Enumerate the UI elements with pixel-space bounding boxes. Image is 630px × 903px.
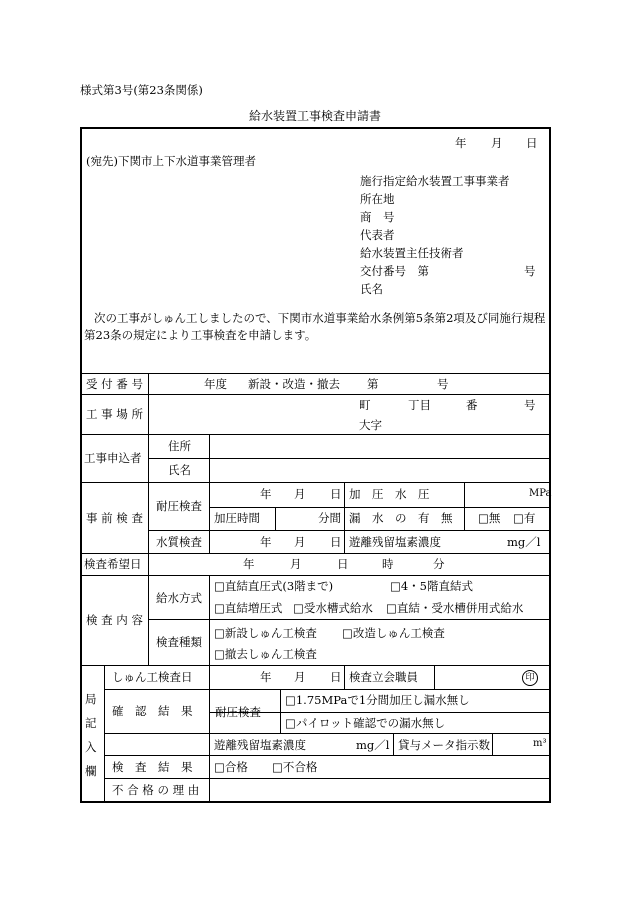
applicant-address-label: 住所 [168, 439, 191, 453]
row-line [104, 733, 551, 734]
supply-direct-checkbox[interactable]: □直結直圧式(3階まで) [214, 579, 334, 593]
type-modify-checkbox[interactable]: □改造しゅん工検査 [342, 626, 445, 640]
col-line [434, 665, 435, 689]
office-pressure-test-label: 耐圧検査 [215, 705, 261, 719]
confirm-result-label: 確 認 結 果 [112, 704, 193, 718]
supply-booster-checkbox[interactable]: □直結増圧式 [214, 601, 283, 615]
pilot-pass-checkbox[interactable]: □パイロット確認での漏水無し [285, 716, 446, 730]
desired-hour: 時 [382, 557, 394, 571]
supply-tank-checkbox[interactable]: □受水槽式給水 [293, 601, 373, 615]
supply-combined-checkbox[interactable]: □直結・受水槽併用式給水 [386, 601, 524, 615]
col-line [393, 733, 394, 755]
receipt-label: 受 付 番 号 [86, 377, 143, 391]
application-form [80, 127, 551, 803]
col-line [209, 575, 210, 665]
pre-day: 日 [330, 487, 342, 501]
row-line [104, 755, 551, 756]
border-right [549, 127, 551, 803]
meter-reading-label: 貸与メータ指示数 [398, 738, 490, 752]
applicant-name-label: 氏名 [168, 463, 191, 477]
completion-month: 月 [294, 670, 306, 684]
type-remove-checkbox[interactable]: □撤去しゅん工検査 [214, 647, 317, 661]
site-cho: 町 [359, 398, 371, 412]
pre-inspection-label: 事 前 検 査 [86, 511, 143, 525]
leak-none-checkbox[interactable]: □無 [478, 511, 501, 525]
row-line [104, 689, 551, 690]
col-line [209, 665, 210, 801]
border-left [80, 127, 82, 803]
license-go: 号 [524, 264, 536, 278]
applicant-line: 氏名 [360, 282, 383, 296]
site-chome: 丁目 [408, 398, 431, 412]
pressure-unit: MPa [529, 488, 552, 499]
col-line [344, 665, 345, 689]
col-line [275, 507, 276, 530]
desired-month: 月 [290, 557, 302, 571]
receipt-dai: 第 [367, 377, 379, 391]
water-quality-label: 水質検査 [156, 535, 202, 549]
site-go: 号 [524, 398, 536, 412]
result-fail-checkbox[interactable]: □不合格 [272, 760, 318, 774]
receipt-nendo: 年度 [204, 377, 227, 391]
form-title: 給水装置工事検査申請書 [249, 109, 382, 123]
type-new-checkbox[interactable]: □新設しゅん工検査 [214, 626, 317, 640]
col-line [209, 434, 210, 553]
completion-day: 日 [330, 670, 342, 684]
pressure-minutes: 分間 [318, 511, 341, 525]
date-year: 年 [455, 136, 467, 150]
col-line [464, 482, 465, 530]
applicant-line: 給水装置主任技術者 [360, 246, 464, 260]
row-line [80, 434, 551, 435]
wq-month: 月 [294, 535, 306, 549]
site-ban: 番 [466, 398, 478, 412]
site-aza: 大字 [359, 418, 382, 432]
office-chlorine-unit: mg／l [356, 738, 390, 752]
applicant-line: 商 号 [360, 210, 395, 224]
fail-reason-label: 不 合 格 の 理 由 [112, 783, 200, 797]
receipt-types: 新設・改造・撤去 [248, 377, 340, 391]
applicant-label: 工事申込者 [84, 451, 142, 465]
col-line [492, 733, 493, 755]
receipt-go: 号 [437, 377, 449, 391]
wq-year: 年 [260, 535, 272, 549]
seal-mark: 印 [522, 670, 538, 686]
applicant-line: 施行指定給水装置工事事業者 [360, 174, 510, 188]
row-line [80, 665, 551, 666]
office-side-char: 局 [85, 692, 97, 706]
row-line [209, 507, 551, 508]
col-line [104, 665, 105, 801]
desired-minute: 分 [433, 557, 445, 571]
supply-45-checkbox[interactable]: □4・5階直結式 [390, 579, 473, 593]
col-line [344, 482, 345, 553]
pressure-test-label: 耐圧検査 [156, 499, 202, 513]
inspection-type-label: 検査種類 [156, 635, 202, 649]
row-line [80, 394, 551, 395]
wq-day: 日 [330, 535, 342, 549]
border-bottom [80, 801, 551, 803]
chlorine-unit: mg／l [507, 535, 541, 549]
completion-label: しゅん工検査日 [112, 670, 193, 684]
row-line [80, 482, 551, 483]
desired-year: 年 [243, 557, 255, 571]
result-pass-checkbox[interactable]: □合格 [214, 760, 248, 774]
body-text: 第23条の規定により工事検査を申請します。 [84, 328, 317, 342]
inspection-result-label: 検 査 結 果 [112, 760, 193, 774]
row-line [104, 778, 551, 779]
pressure-value-label: 加 圧 水 圧 [349, 487, 430, 501]
row-line [80, 553, 551, 554]
applicant-line: 交付番号 第 [360, 264, 429, 278]
applicant-line: 代表者 [360, 228, 395, 242]
addressee: (宛先)下関市上下水道事業管理者 [86, 154, 256, 168]
supply-method-label: 給水方式 [156, 591, 202, 605]
desired-day: 日 [337, 557, 349, 571]
row-line [80, 575, 551, 576]
completion-year: 年 [260, 670, 272, 684]
body-text: 次の工事がしゅん工しましたので、下関市水道事業給水条例第5条第2項及び同施行規程 [94, 311, 546, 325]
date-day: 日 [526, 136, 538, 150]
col-line [148, 373, 149, 665]
chlorine-label: 遊離残留塩素濃度 [349, 535, 441, 549]
inspector-label: 検査立会職員 [349, 670, 418, 684]
office-side-char: 欄 [85, 764, 97, 778]
pre-year: 年 [260, 487, 272, 501]
date-month: 月 [491, 136, 503, 150]
row-line [80, 373, 551, 374]
meter-unit: m³ [533, 738, 547, 749]
applicant-line: 所在地 [360, 192, 395, 206]
office-side-char: 記 [85, 716, 97, 730]
office-chlorine-label: 遊離残留塩素濃度 [214, 738, 306, 752]
desired-date-label: 検査希望日 [84, 557, 142, 571]
col-line [280, 689, 281, 733]
content-label: 検 査 内 容 [86, 613, 143, 627]
border-top [80, 127, 551, 129]
leak-yes-checkbox[interactable]: □有 [513, 511, 536, 525]
site-label: 工 事 場 所 [86, 407, 143, 421]
office-side-char: 入 [85, 740, 97, 754]
pressure-time-label: 加圧時間 [214, 511, 260, 525]
pressure-pass-checkbox[interactable]: □1.75MPaで1分間加圧し漏水無し [285, 693, 470, 707]
pre-month: 月 [294, 487, 306, 501]
form-number: 様式第3号(第23条関係) [80, 83, 203, 97]
leak-label: 漏 水 の 有 無 [349, 511, 453, 525]
